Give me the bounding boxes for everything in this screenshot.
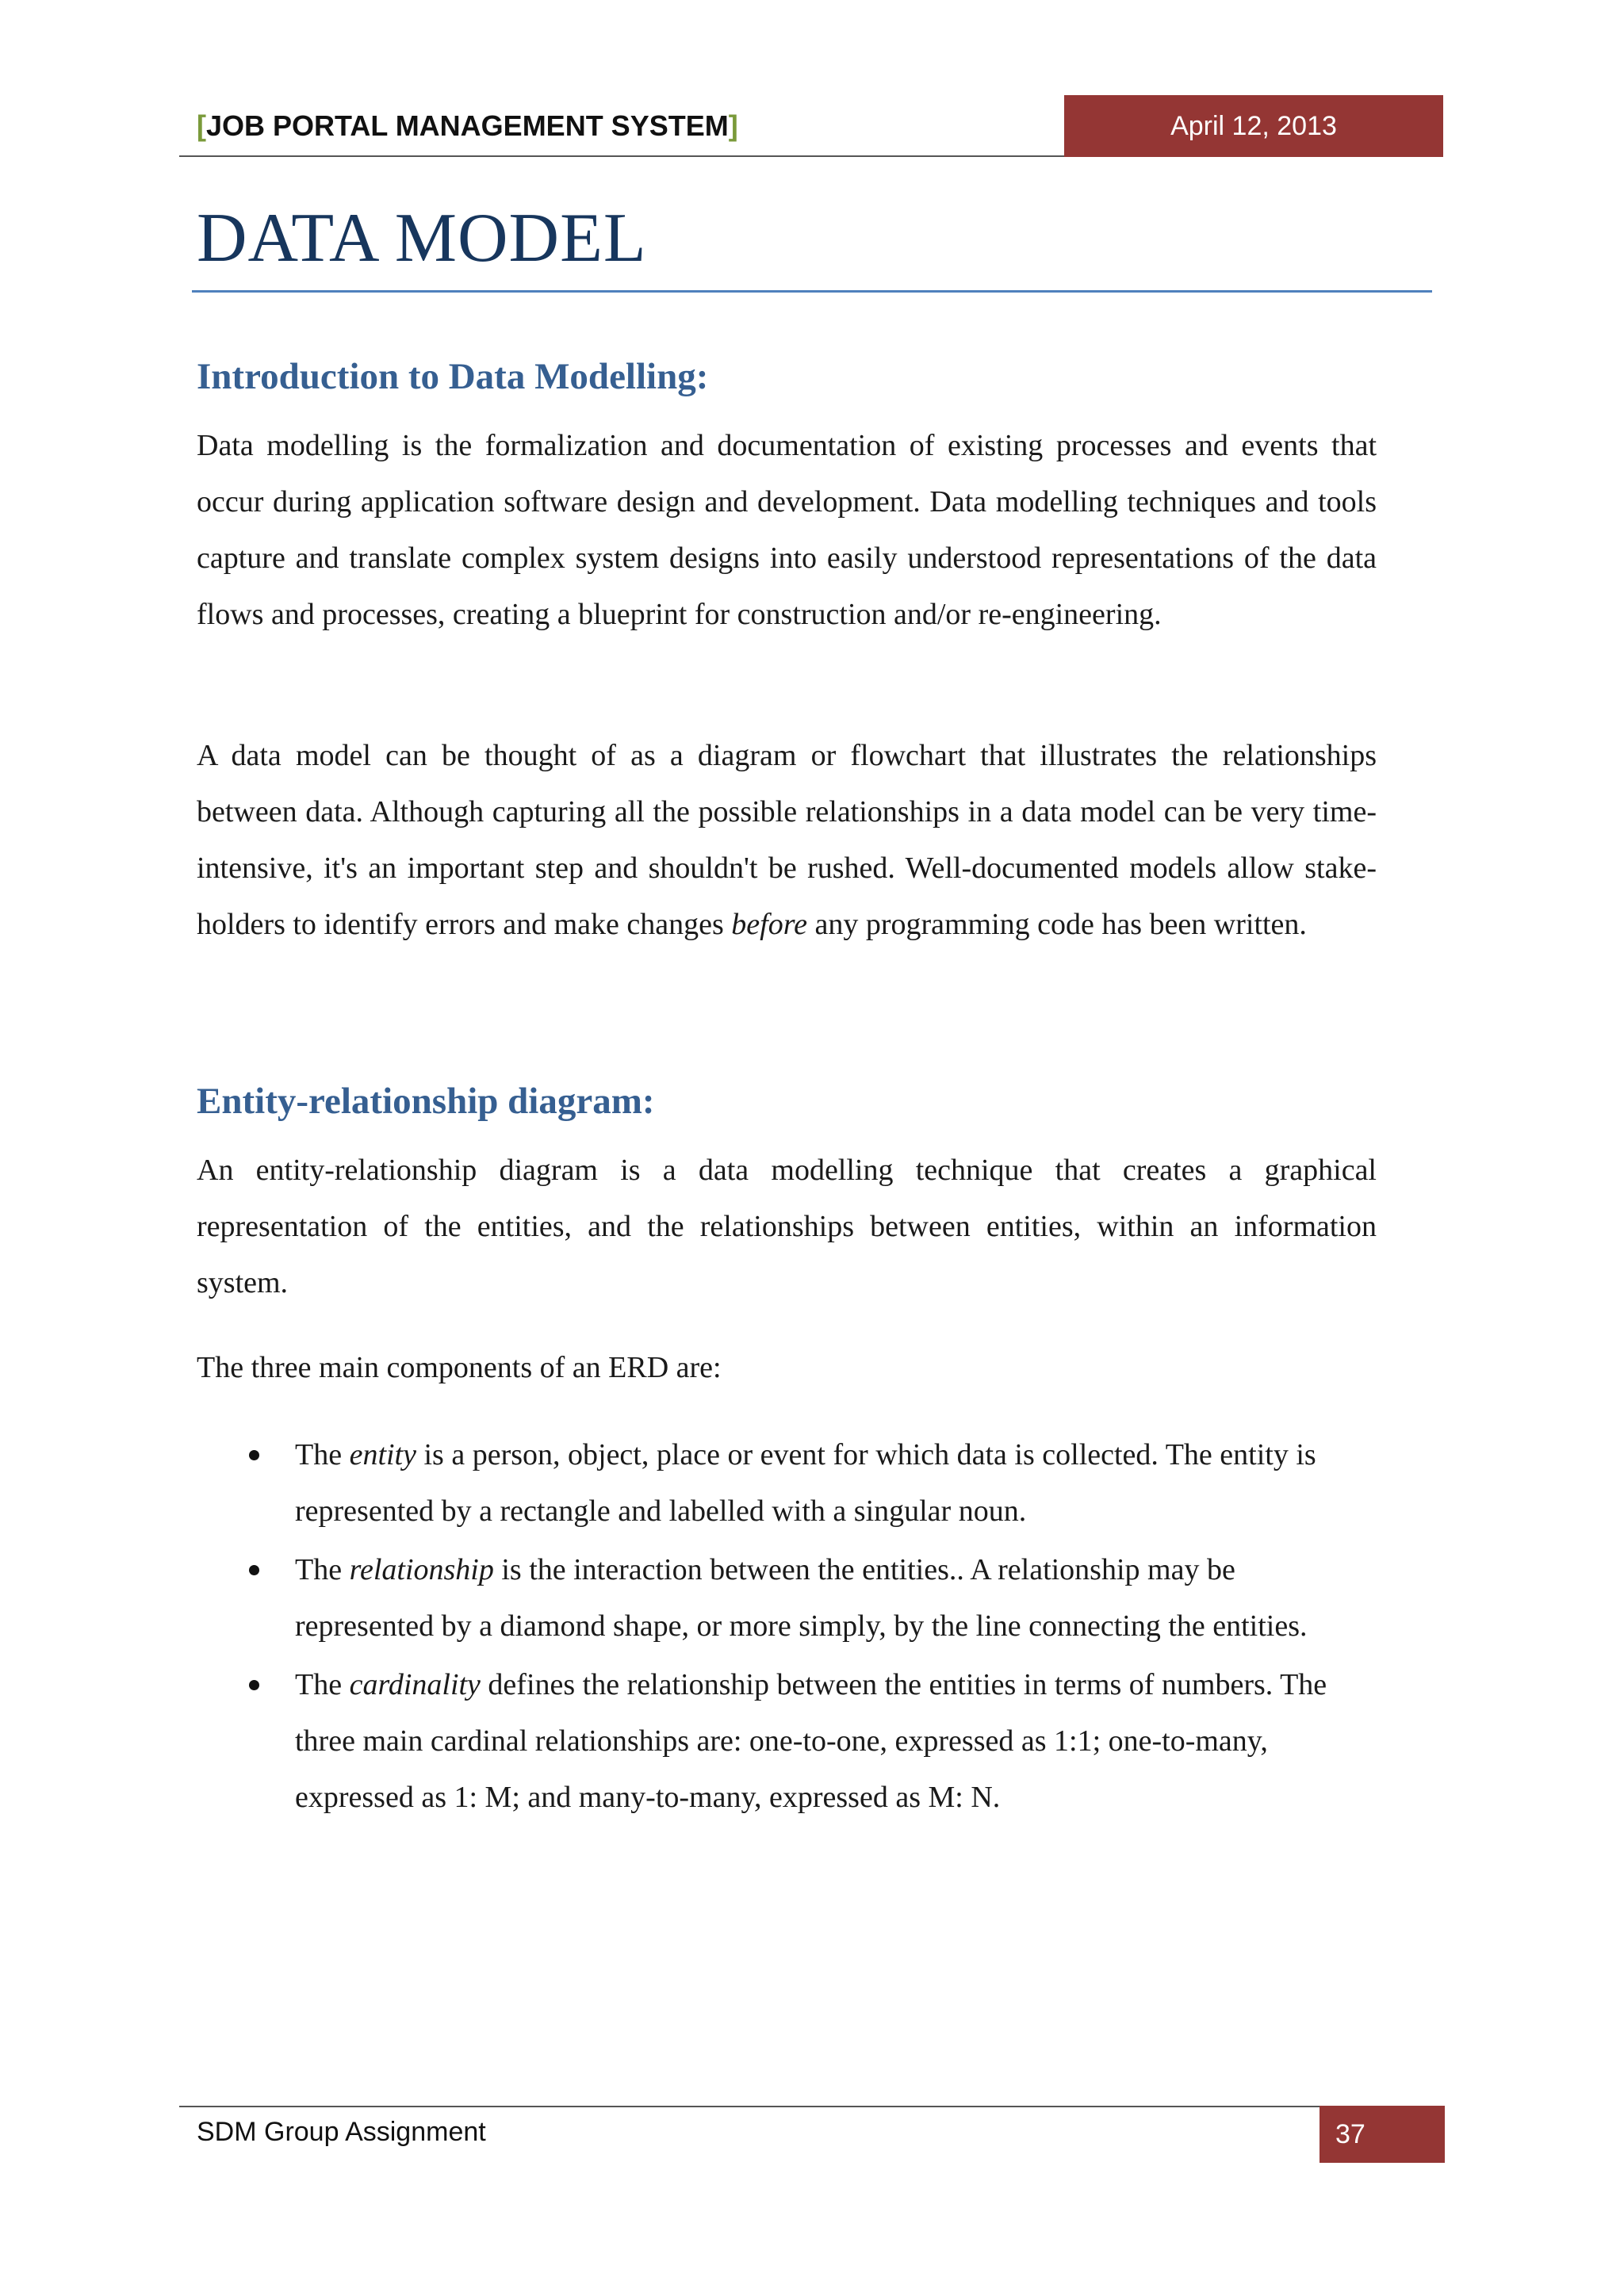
- bullet-dot-icon: [249, 1565, 259, 1575]
- header-date-box: [1064, 95, 1443, 157]
- footer-page-box: [1320, 2106, 1445, 2163]
- intro-paragraph-2-start: A data model can be thought of as a diagram or flowchart that illustrates the relationships between data. Although capturing all the possible relationships in a data model can be very time-intensive, it's an important step and shouldn't be rushed. Well-documented models allow stake-holders to identify errors and make changes: [197, 739, 1377, 941]
- title-rule: [192, 290, 1432, 293]
- erd-heading: Entity-relationship diagram:: [197, 1081, 655, 1122]
- page-number: 37: [1335, 2118, 1365, 2149]
- bullet-dot-icon: [249, 1680, 259, 1690]
- erd-components-list: [197, 1427, 1377, 1828]
- bullet-text-start: The: [295, 1553, 350, 1586]
- header-date: April 12, 2013: [1170, 110, 1337, 141]
- header-bracket-open: [: [197, 109, 206, 142]
- bullet-text-end: is a person, object, place or event for which data is collected. The entity is represented by a rectangle and labelled with a singular noun.: [295, 1438, 1316, 1528]
- list-item: [197, 1427, 1377, 1540]
- footer-text: SDM Group Assignment: [197, 2117, 486, 2147]
- bullet-text-start: The: [295, 1438, 350, 1471]
- footer-rule: [179, 2106, 1320, 2107]
- bullet-term: entity: [349, 1438, 416, 1471]
- bullet-text-start: The: [295, 1668, 350, 1701]
- intro-paragraph-2: [197, 728, 1377, 953]
- bullet-text-end: defines the relationship between the entities in terms of numbers. The three main cardinal relationships are: one-to-one, expressed as 1:1; one-to-many, expressed as 1: M; and many-to-many, expressed as M: N.: [295, 1668, 1327, 1814]
- intro-paragraph-2-end: any programming code has been written.: [806, 908, 1307, 941]
- bullet-term: cardinality: [349, 1668, 481, 1701]
- erd-paragraph-1: An entity-relationship diagram is a data modelling technique that creates a graphical representation of the entities, and the relationships between entities, within an information system.: [197, 1154, 1377, 1299]
- erd-paragraph-2: The three main components of an ERD are:: [197, 1351, 722, 1384]
- header-title: [197, 109, 738, 143]
- intro-heading: Introduction to Data Modelling:: [197, 356, 709, 397]
- page-title: DATA MODEL: [197, 200, 647, 277]
- bullet-dot-icon: [249, 1450, 259, 1460]
- list-item: [197, 1542, 1377, 1655]
- bullet-text-end: is the interaction between the entities.. A relationship may be represented by a diamond shape, or more simply, by the line connecting the entities.: [295, 1553, 1308, 1643]
- bullet-term: relationship: [349, 1553, 494, 1586]
- intro-paragraph-2-emphasis: before: [731, 908, 807, 941]
- header-rule: [179, 155, 1064, 157]
- header-bracket-close: ]: [728, 109, 738, 142]
- header-title-text: JOB PORTAL MANAGEMENT SYSTEM: [206, 109, 729, 142]
- list-item: [197, 1657, 1377, 1826]
- intro-paragraph-1: Data modelling is the formalization and documentation of existing processes and events that occur during application software design and development. Data modelling techniques and tools capture and translate complex system designs into easily understood representations of the data flows and processes, creating a blueprint for construction and/or re-engineering.: [197, 429, 1377, 631]
